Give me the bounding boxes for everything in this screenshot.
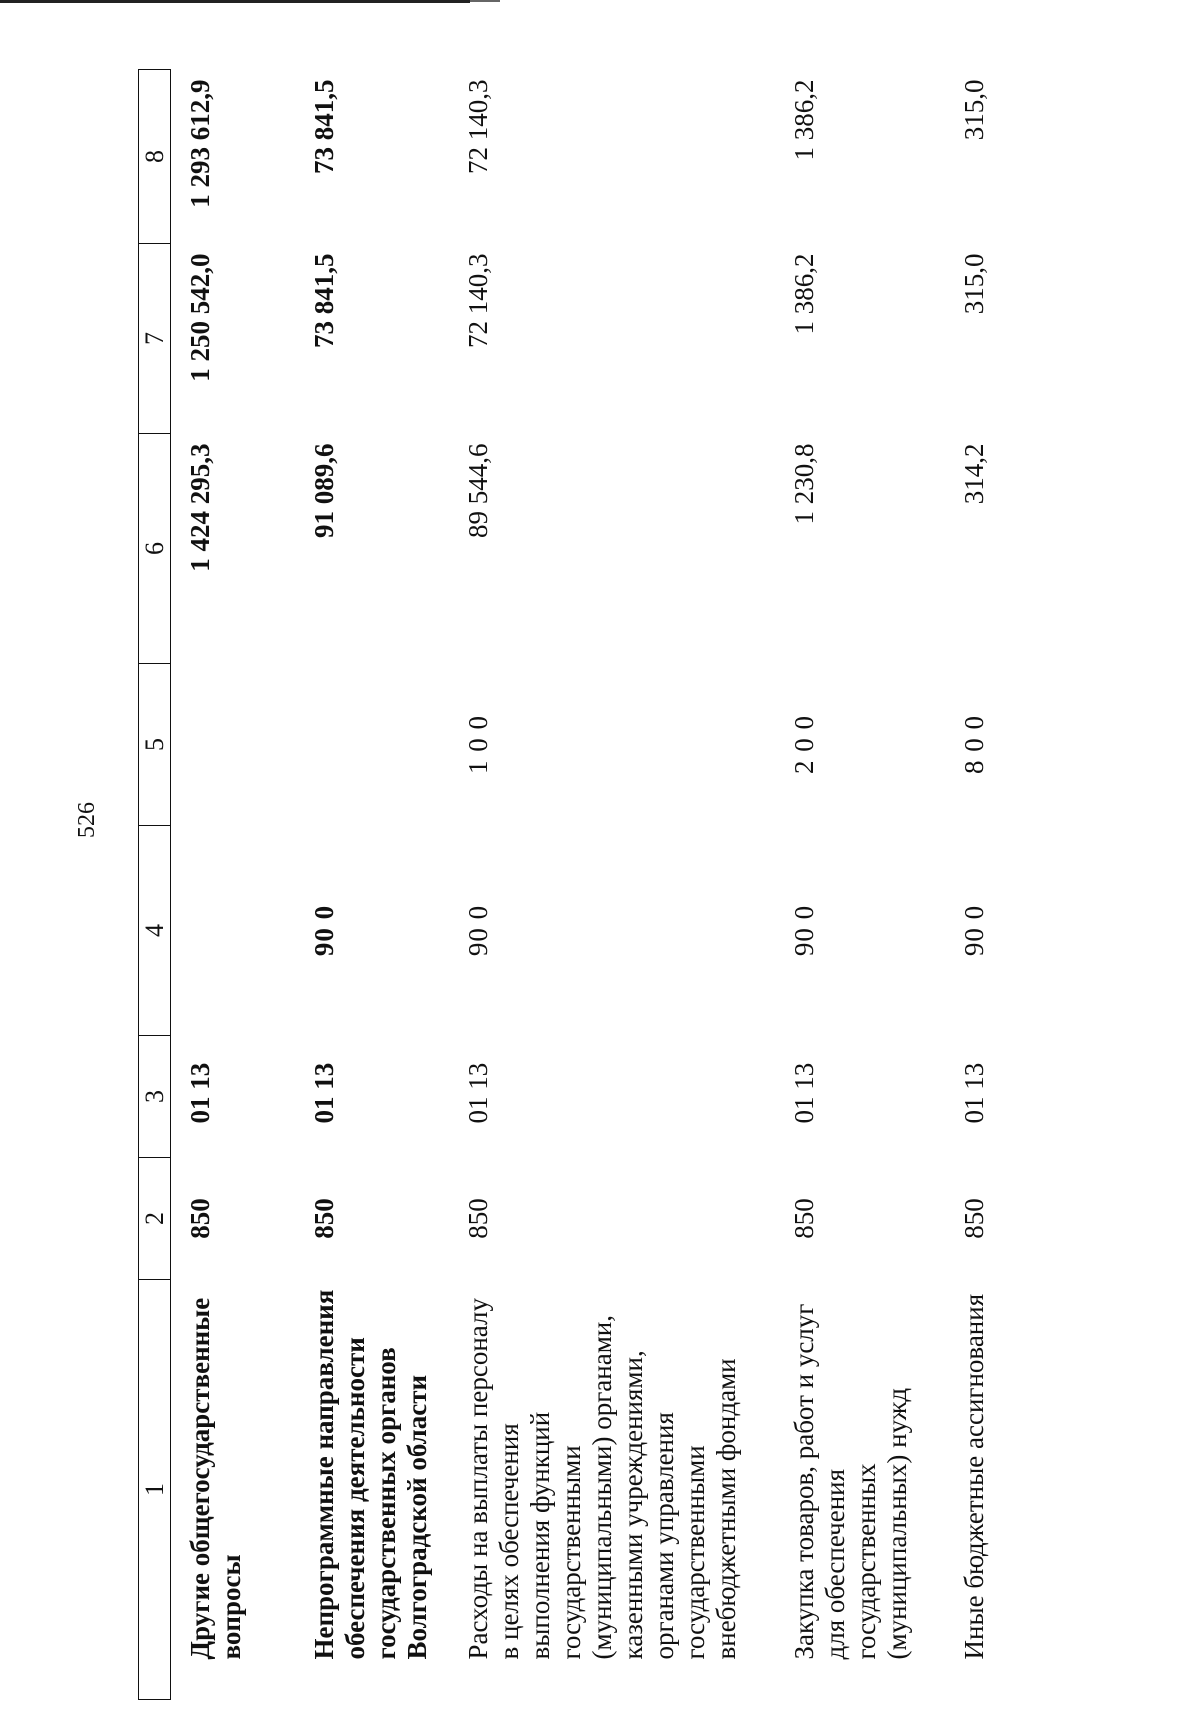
cell-c7: 1 386,2 [789,253,819,335]
cell-c3: 01 13 [309,1062,339,1124]
cell-c6: 91 089,6 [309,443,339,538]
budget-table [138,69,1049,1700]
cell-c6: 314,2 [959,443,989,505]
column-header: 8 [139,70,171,244]
cell-c7: 73 841,5 [309,253,339,348]
cell-c6: 1 424 295,3 [185,443,215,572]
cell-c5: 1 0 0 [463,715,493,774]
cell-c2: 850 [309,1198,339,1239]
cell-c4 [171,826,296,1036]
rotated-table-container [138,70,1018,1700]
cell-c5: 2 0 0 [789,715,819,774]
cell-c7: 72 140,3 [463,253,493,348]
cell-c3: 01 13 [789,1062,819,1124]
cell-c4: 90 0 [463,904,493,957]
cell-c4: 90 0 [789,904,819,957]
cell-c2: 850 [959,1198,989,1239]
cell-c8: 315,0 [959,79,989,141]
row-name: Расходы на выплаты персоналу в целях обеспечения выполнения функций государственными (муниципальными) органами, казенными учреждениями, органами управления государственными внебюджетными фондами [463,1298,741,1660]
cell-c3: 01 13 [959,1062,989,1124]
cell-c4: 90 0 [959,904,989,957]
column-header: 6 [139,434,171,664]
row-name: Закупка товаров, работ и услуг для обеспечения государственных (муниципальных) нужд [789,1303,912,1660]
row-name: Непрограммные направления обеспечения деятельности государственных органов Волгоградской области [309,1289,432,1660]
scan-edge [470,0,500,2]
cell-c6: 89 544,6 [463,443,493,538]
cell-c3: 01 13 [463,1062,493,1124]
cell-c2: 850 [463,1198,493,1239]
cell-c8: 72 140,3 [463,79,493,174]
cell-c5: 8 0 0 [959,715,989,774]
table-row [945,70,1049,1700]
cell-c6: 1 230,8 [789,443,819,525]
row-name: Другие общегосударственные вопросы [185,1297,246,1660]
column-header: 1 [139,1280,171,1700]
column-header: 5 [139,664,171,826]
cell-c3: 01 13 [185,1062,215,1124]
table-row [295,70,449,1700]
column-header: 3 [139,1036,171,1158]
table-row [171,70,296,1700]
column-header: 2 [139,1158,171,1280]
cell-c4: 90 0 [309,904,339,957]
page-number: 526 [74,802,100,838]
table-row [449,70,775,1700]
cell-c8: 1 386,2 [789,79,819,161]
cell-c2: 850 [185,1198,215,1239]
row-name: Иные бюджетные ассигнования [959,1293,989,1660]
cell-c8: 73 841,5 [309,79,339,174]
cell-c7: 1 250 542,0 [185,253,215,382]
table-header-row [139,70,171,1700]
cell-c7: 315,0 [959,253,989,315]
column-header: 4 [139,826,171,1036]
cell-c5 [171,664,296,826]
cell-c2: 850 [789,1198,819,1239]
table-row [775,70,945,1700]
scan-edge [0,0,470,3]
column-header: 7 [139,244,171,434]
cell-c5 [295,664,449,826]
cell-c8: 1 293 612,9 [185,79,215,208]
